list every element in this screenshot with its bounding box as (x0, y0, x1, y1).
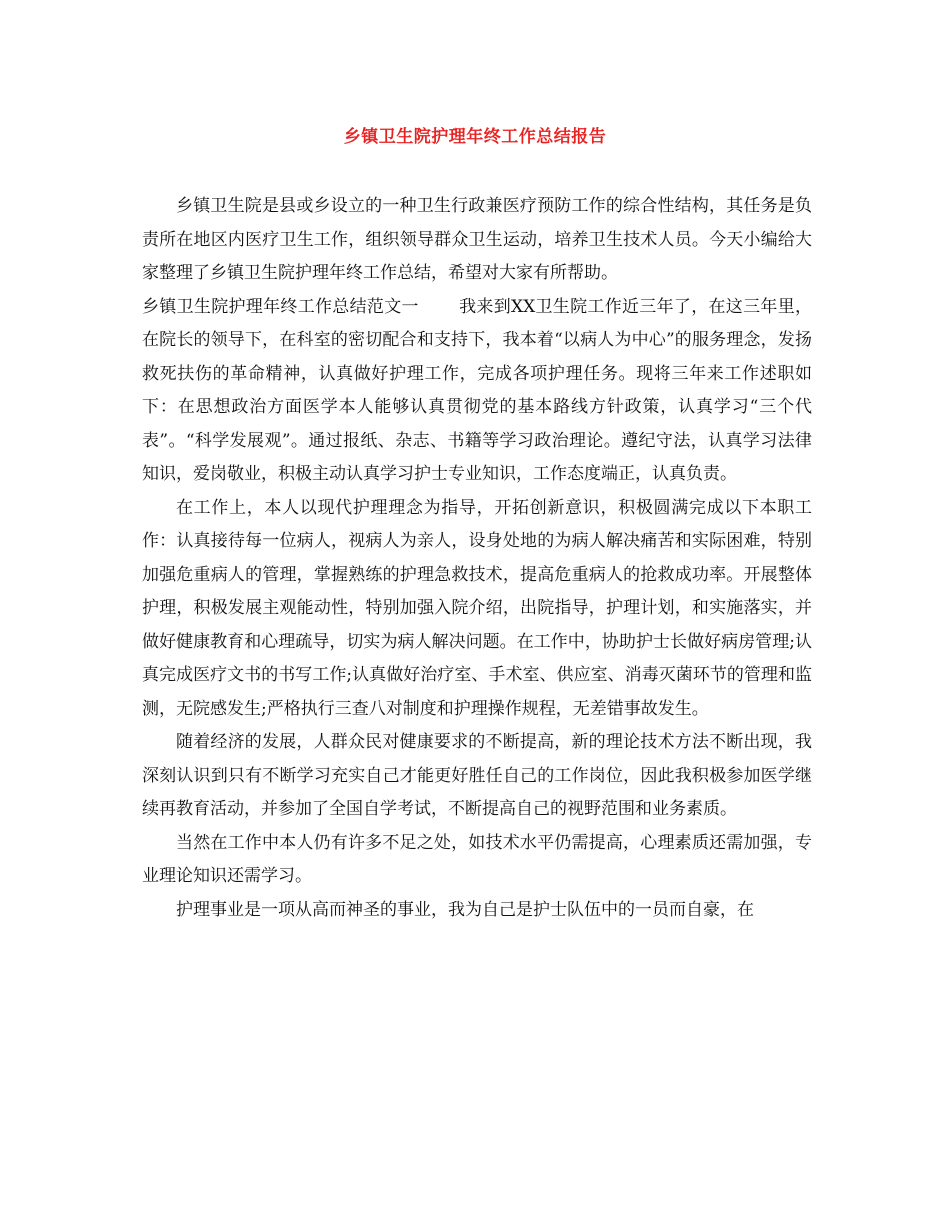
document-body (142, 190, 812, 927)
intro-paragraph: 乡镇卫生院是县或乡设立的一种卫生行政兼医疗预防工作的综合性结构，其任务是负责所在地区内医疗卫生工作，组织领导群众卫生运动，培养卫生技术人员。今天小编给大家整理了乡镇卫生院护理年终工作总结，希望对大家有所帮助。 (142, 196, 812, 283)
body-paragraph: 在工作上，本人以现代护理理念为指导，开拓创新意识，积极圆满完成以下本职工作：认真接待每一位病人，视病人为亲人，设身处地的为病人解决痛苦和实际困难，特别加强危重病人的管理，掌握熟练的护理急救技术，提高危重病人的抢救成功率。开展整体护理，积极发展主观能动性，特别加强入院介绍，出院指导，护理计划，和实施落实，并做好健康教育和心理疏导，切实为病人解决问题。在工作中，协助护士长做好病房管理;认真完成医疗文书的书写工作;认真做好治疗室、手术室、供应室、消毒灭菌环节的管理和监测，无院感发生;严格执行三查八对制度和护理操作规程，无差错事故发生。 (142, 497, 812, 719)
body-paragraph: 护理事业是一项从高而神圣的事业，我为自己是护士队伍中的一员而自豪，在 (176, 899, 754, 920)
body-paragraph: 当然在工作中本人仍有许多不足之处，如技术水平仍需提高，心理素质还需加强，专业理论知识还需学习。 (142, 832, 812, 886)
body-paragraph: 随着经济的发展，人群众民对健康要求的不断提高，新的理论技术方法不断出现，我深刻认识到只有不断学习充实自己才能更好胜任自己的工作岗位，因此我积极参加医学继续再教育活动，并参加了全国自学考试，不断提高自己的视野范围和业务素质。 (142, 732, 812, 819)
document-title: 乡镇卫生院护理年终工作总结报告 (343, 127, 607, 147)
section-text: 我来到XX卫生院工作近三年了，在这三年里，在院长的领导下，在科室的密切配合和支持下，我本着“以病人为中心”的服务理念，发扬救死扶伤的革命精神，认真做好护理工作，完成各项护理任务。现将三年来工作述职如下：在思想政治方面医学本人能够认真贯彻党的基本路线方针政策，认真学习“三个代表”。“科学发展观”。通过报纸、杂志、书籍等学习政治理论。遵纪守法，认真学习法律知识，爱岗敬业，积极主动认真学习护士专业知识，工作态度端正，认真负责。 (142, 296, 812, 484)
section-heading: 乡镇卫生院护理年终工作总结范文一 (142, 296, 419, 317)
section-paragraph (142, 291, 812, 492)
